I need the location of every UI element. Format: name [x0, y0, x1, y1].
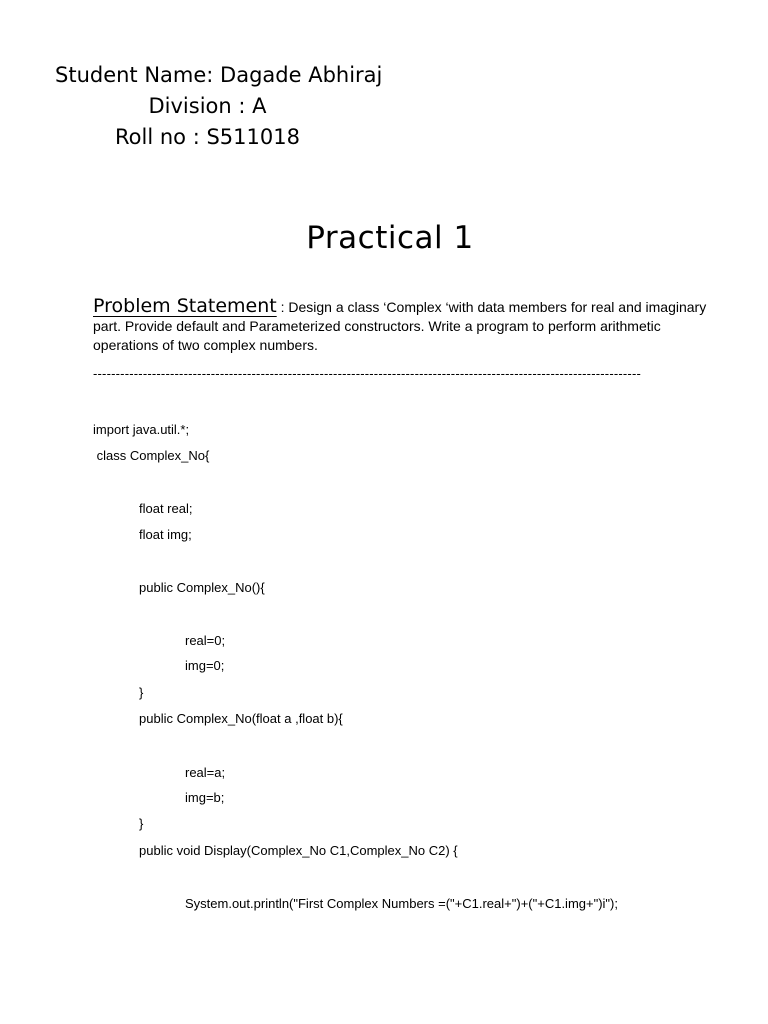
code-line: import java.util.*; — [93, 422, 190, 437]
code-line: real=0; — [185, 633, 226, 648]
code-line: } — [139, 685, 144, 700]
code-line: float img; — [139, 527, 192, 542]
code-line: } — [139, 816, 144, 831]
student-division: Division : A — [148, 94, 267, 118]
code-line: public Complex_No(float a ,float b){ — [139, 711, 343, 726]
code-line: img=0; — [185, 658, 225, 673]
student-roll-no: Roll no : S511018 — [115, 125, 300, 149]
code-line: real=a; — [185, 765, 226, 780]
problem-heading: Problem Statement — [93, 295, 277, 317]
page-title: Practical 1 — [306, 220, 474, 256]
code-line: img=b; — [185, 790, 225, 805]
problem-text: Design a class ‘Complex ‘with data members for real and imaginary part. Provide default and Parameterized constructors. Write a program to perform arithmetic operations of two complex numbers. — [93, 299, 707, 353]
code-line: public void Display(Complex_No C1,Complex_No C2) { — [139, 843, 458, 858]
code-line: float real; — [139, 501, 193, 516]
code-line: System.out.println("First Complex Numbers =("+C1.real+")+("+C1.img+")i"); — [185, 896, 618, 911]
student-name: Student Name: Dagade Abhiraj — [55, 63, 383, 87]
divider-line: ------------------------------------------------------------------------------------------------------------------------- — [93, 366, 642, 381]
code-line: public Complex_No(){ — [139, 580, 265, 595]
problem-colon: : — [280, 299, 285, 315]
code-line: class Complex_No{ — [93, 448, 210, 463]
